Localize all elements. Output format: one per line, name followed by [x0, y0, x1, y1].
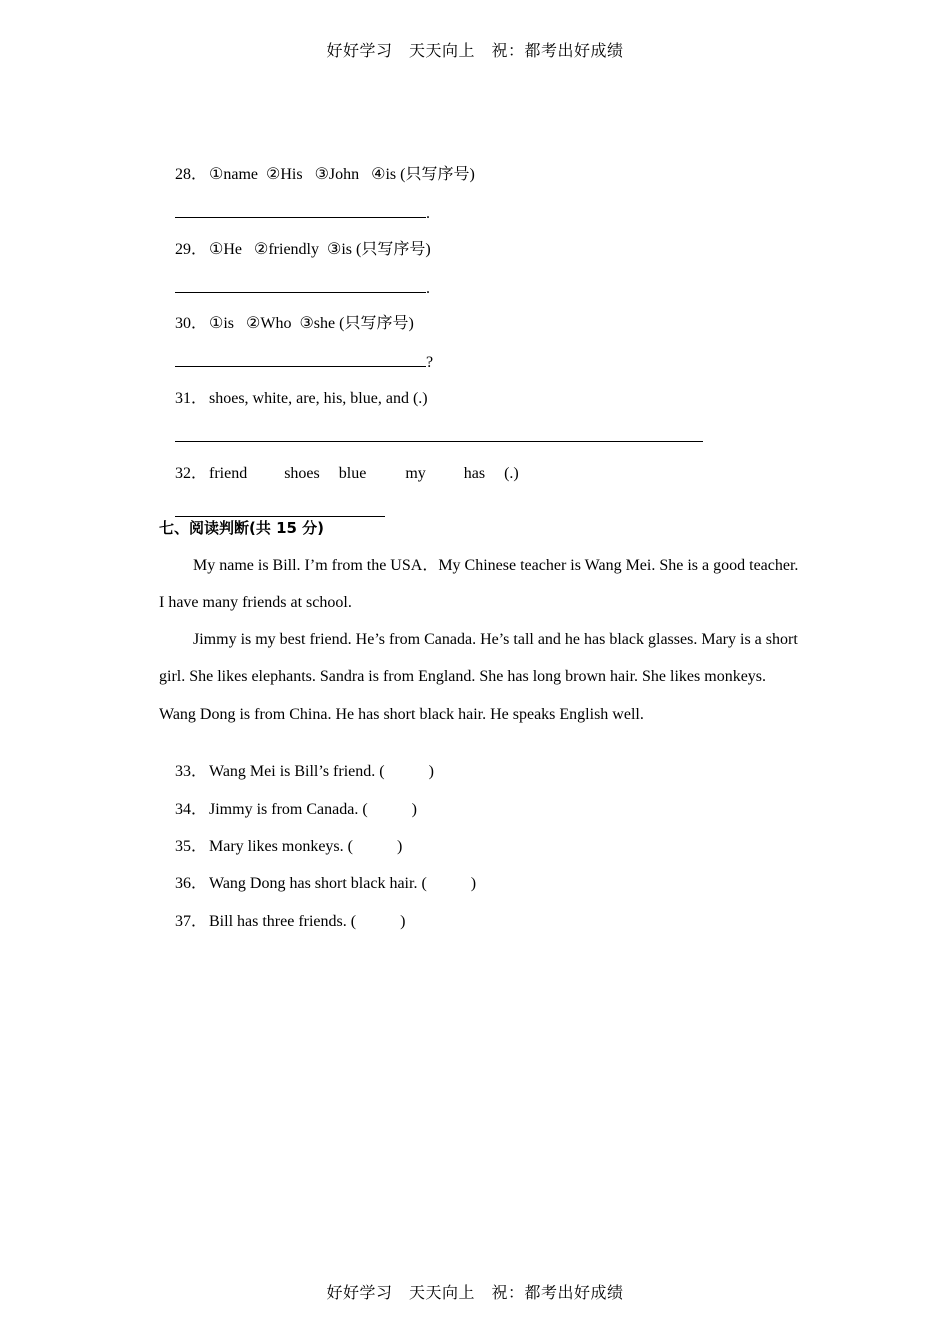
statement: Jimmy is from Canada. (	[209, 801, 368, 818]
question-prompt: ①is ②Who ③she (只写序号)	[209, 315, 414, 332]
paragraph-text: Jimmy is my best friend. He’s from Canada. He’s tall and he has black glasses. Mary is a short girl. She likes elephants. Sandra is from England. She has long brown hair. She likes monkeys. Wang Dong is from China. He has short black hair. He speaks English well.	[159, 631, 798, 723]
question-prompt: ①He ②friendly ③is (只写序号)	[209, 241, 431, 258]
word-3: blue	[338, 465, 367, 482]
question-number: 28．	[175, 166, 208, 183]
close-paren: )	[428, 763, 434, 780]
word-5: has	[463, 465, 486, 482]
word-1: friend	[209, 465, 248, 482]
question-number: 36．	[175, 875, 208, 892]
answer-end-mark: .	[426, 280, 430, 297]
answer-blank[interactable]	[175, 427, 703, 442]
answer-blank[interactable]	[175, 502, 385, 517]
reading-paragraph-1	[159, 547, 799, 622]
page-footer: 好好学习 天天向上 祝：都考出好成绩	[326, 1283, 624, 1302]
statement: Wang Dong has short black hair. (	[209, 875, 427, 892]
question-number: 34．	[175, 801, 208, 818]
statement: Mary likes monkeys. (	[209, 838, 353, 855]
statement: Wang Mei is Bill’s friend. (	[209, 763, 385, 780]
close-paren: )	[396, 838, 403, 855]
statement: Bill has three friends. (	[209, 913, 357, 930]
reading-paragraph-2	[159, 621, 799, 733]
answer-blank[interactable]	[175, 203, 426, 218]
question-number: 30．	[175, 315, 208, 332]
close-paren: )	[470, 875, 477, 892]
close-paren: )	[411, 801, 417, 818]
section-title: 七、阅读判断(共 15 分)	[159, 519, 325, 537]
close-paren: )	[400, 913, 406, 930]
page-header: 好好学习 天天向上 祝：都考出好成绩	[326, 41, 624, 60]
question-number: 29．	[175, 241, 208, 258]
paragraph-text: My name is Bill. I’m from the USA．My Chinese teacher is Wang Mei. She is a good teacher. I have many friends at school.	[159, 557, 799, 612]
question-number: 31．	[175, 390, 208, 407]
answer-end-mark: .	[426, 205, 430, 222]
judge-item-37	[159, 892, 405, 952]
question-number: 32．	[175, 465, 208, 482]
question-number: 35．	[175, 838, 208, 855]
word-4: my	[405, 465, 426, 482]
word-2: shoes	[284, 465, 320, 482]
question-prompt: ①name ②His ③John ④is (只写序号)	[209, 166, 475, 183]
answer-blank[interactable]	[175, 278, 426, 293]
question-number: 37．	[175, 913, 208, 930]
question-number: 33．	[175, 763, 208, 780]
answer-end-mark: ?	[426, 354, 434, 371]
question-prompt: shoes, white, are, his, blue, and (.)	[209, 390, 428, 407]
answer-blank[interactable]	[175, 352, 426, 367]
word-6: (.)	[504, 465, 519, 482]
